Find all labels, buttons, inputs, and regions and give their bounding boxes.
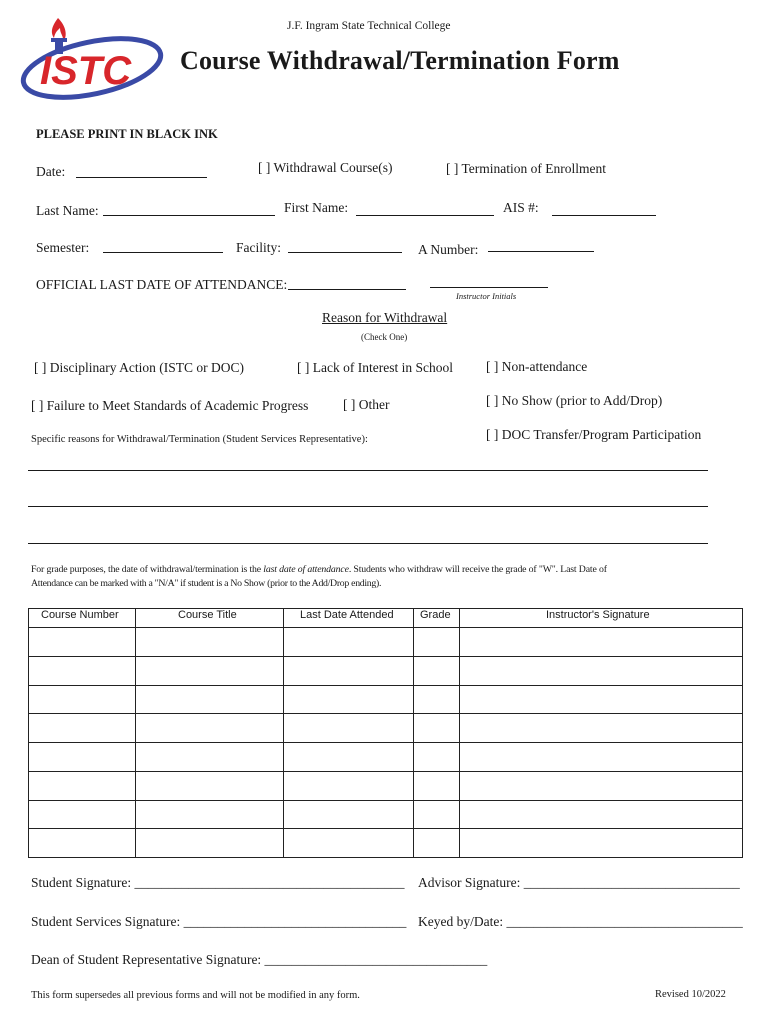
option-other[interactable]: [ ] Other bbox=[343, 397, 390, 412]
option-no-show[interactable]: [ ] No Show (prior to Add/Drop) bbox=[486, 393, 663, 408]
logo-text: ISTC bbox=[40, 49, 132, 93]
semester-label: Semester: bbox=[36, 240, 90, 255]
table-row bbox=[29, 656, 743, 685]
instructor-signature-cell[interactable] bbox=[460, 800, 743, 829]
course-table bbox=[28, 608, 743, 858]
col-course-number: Course Number bbox=[29, 609, 136, 628]
reason-line-1[interactable] bbox=[28, 470, 708, 471]
last-date-cell[interactable] bbox=[284, 628, 414, 657]
student-services-signature-field[interactable]: Student Services Signature: _________________________________ bbox=[31, 914, 407, 929]
last-date-cell[interactable] bbox=[284, 771, 414, 800]
reason-heading: Reason for Withdrawal bbox=[322, 310, 448, 325]
grade-cell[interactable] bbox=[414, 714, 460, 743]
facility-label: Facility: bbox=[236, 240, 281, 255]
dean-signature-field[interactable]: Dean of Student Representative Signature: _________________________________ bbox=[31, 952, 488, 967]
instructor-signature-cell[interactable] bbox=[460, 771, 743, 800]
a-number-field[interactable] bbox=[488, 251, 594, 252]
advisor-signature-field[interactable]: Advisor Signature: ________________________________ bbox=[418, 875, 740, 890]
course-title-cell[interactable] bbox=[136, 628, 284, 657]
last-date-cell[interactable] bbox=[284, 656, 414, 685]
course-title-cell[interactable] bbox=[136, 656, 284, 685]
course-number-cell[interactable] bbox=[29, 771, 136, 800]
course-title-cell[interactable] bbox=[136, 714, 284, 743]
table-header-row bbox=[29, 609, 743, 628]
col-course-title: Course Title bbox=[136, 609, 284, 628]
grade-note-line-2: Attendance can be marked with a "N/A" if student is a No Show (prior to the Add/Drop ending). bbox=[31, 578, 382, 589]
course-number-cell[interactable] bbox=[29, 800, 136, 829]
official-last-date-field[interactable] bbox=[288, 289, 406, 290]
course-title-cell[interactable] bbox=[136, 829, 284, 858]
option-lack-of-interest[interactable]: [ ] Lack of Interest in School bbox=[297, 360, 453, 375]
student-signature-field[interactable]: Student Signature: ________________________________________ bbox=[31, 875, 405, 890]
grade-note-line-1: For grade purposes, the date of withdrawal/termination is the last date of attendance. Students who withdraw will receive the grade of "W". Last Date of bbox=[31, 564, 607, 575]
istc-logo bbox=[18, 16, 170, 102]
first-name-field[interactable] bbox=[356, 215, 494, 216]
grade-cell[interactable] bbox=[414, 800, 460, 829]
reason-line-2[interactable] bbox=[28, 506, 708, 507]
course-number-cell[interactable] bbox=[29, 714, 136, 743]
revised-date: Revised 10/2022 bbox=[655, 989, 726, 1000]
first-name-label: First Name: bbox=[284, 200, 349, 215]
table-row bbox=[29, 743, 743, 772]
grade-cell[interactable] bbox=[414, 628, 460, 657]
col-grade: Grade bbox=[414, 609, 460, 628]
instructor-signature-cell[interactable] bbox=[460, 743, 743, 772]
table-row bbox=[29, 685, 743, 714]
course-title-cell[interactable] bbox=[136, 685, 284, 714]
instructor-signature-cell[interactable] bbox=[460, 628, 743, 657]
grade-cell[interactable] bbox=[414, 829, 460, 858]
last-date-cell[interactable] bbox=[284, 743, 414, 772]
ais-label: AIS #: bbox=[503, 200, 539, 215]
print-instructions: PLEASE PRINT IN BLACK INK bbox=[36, 127, 218, 141]
last-date-cell[interactable] bbox=[284, 829, 414, 858]
instructor-initials-field[interactable] bbox=[430, 287, 548, 288]
grade-cell[interactable] bbox=[414, 743, 460, 772]
last-date-cell[interactable] bbox=[284, 685, 414, 714]
last-name-field[interactable] bbox=[103, 215, 275, 216]
option-failure-standards[interactable]: [ ] Failure to Meet Standards of Academic Progress bbox=[31, 398, 309, 413]
course-number-cell[interactable] bbox=[29, 628, 136, 657]
option-doc-transfer[interactable]: [ ] DOC Transfer/Program Participation bbox=[486, 427, 702, 442]
grade-cell[interactable] bbox=[414, 685, 460, 714]
a-number-label: A Number: bbox=[418, 242, 479, 257]
course-title-cell[interactable] bbox=[136, 771, 284, 800]
instructor-signature-cell[interactable] bbox=[460, 829, 743, 858]
table-row bbox=[29, 771, 743, 800]
date-label: Date: bbox=[36, 164, 66, 179]
facility-field[interactable] bbox=[288, 252, 402, 253]
course-title-cell[interactable] bbox=[136, 743, 284, 772]
last-date-cell[interactable] bbox=[284, 800, 414, 829]
course-number-cell[interactable] bbox=[29, 656, 136, 685]
college-name: J.F. Ingram State Technical College bbox=[287, 20, 451, 32]
withdrawal-course-checkbox[interactable]: [ ] Withdrawal Course(s) bbox=[258, 160, 393, 175]
instructor-initials-label: Instructor Initials bbox=[456, 291, 517, 301]
form-title: Course Withdrawal/Termination Form bbox=[180, 46, 620, 75]
grade-cell[interactable] bbox=[414, 656, 460, 685]
reason-subheading: (Check One) bbox=[361, 332, 408, 342]
date-field[interactable] bbox=[76, 177, 207, 178]
table-row bbox=[29, 829, 743, 858]
grade-cell[interactable] bbox=[414, 771, 460, 800]
option-disciplinary[interactable]: [ ] Disciplinary Action (ISTC or DOC) bbox=[34, 360, 244, 375]
table-row bbox=[29, 714, 743, 743]
ais-field[interactable] bbox=[552, 215, 656, 216]
course-number-cell[interactable] bbox=[29, 743, 136, 772]
keyed-by-date-field[interactable]: Keyed by/Date: ___________________________________ bbox=[418, 914, 743, 929]
instructor-signature-cell[interactable] bbox=[460, 656, 743, 685]
official-last-date-label: OFFICIAL LAST DATE OF ATTENDANCE: bbox=[36, 277, 288, 292]
table-row bbox=[29, 800, 743, 829]
col-instructor-signature: Instructor's Signature bbox=[460, 609, 743, 628]
instructor-signature-cell[interactable] bbox=[460, 714, 743, 743]
supersedes-note: This form supersedes all previous forms and will not be modified in any form. bbox=[31, 990, 360, 1001]
course-title-cell[interactable] bbox=[136, 800, 284, 829]
instructor-signature-cell[interactable] bbox=[460, 685, 743, 714]
termination-enrollment-checkbox[interactable]: [ ] Termination of Enrollment bbox=[446, 161, 607, 176]
semester-field[interactable] bbox=[103, 252, 223, 253]
option-non-attendance[interactable]: [ ] Non-attendance bbox=[486, 359, 588, 374]
last-name-label: Last Name: bbox=[36, 203, 99, 218]
specific-reasons-label: Specific reasons for Withdrawal/Termination (Student Services Representative): bbox=[31, 434, 368, 445]
col-last-date-attended: Last Date Attended bbox=[284, 609, 414, 628]
course-number-cell[interactable] bbox=[29, 829, 136, 858]
course-number-cell[interactable] bbox=[29, 685, 136, 714]
reason-line-3[interactable] bbox=[28, 543, 708, 544]
table-row bbox=[29, 628, 743, 657]
last-date-cell[interactable] bbox=[284, 714, 414, 743]
